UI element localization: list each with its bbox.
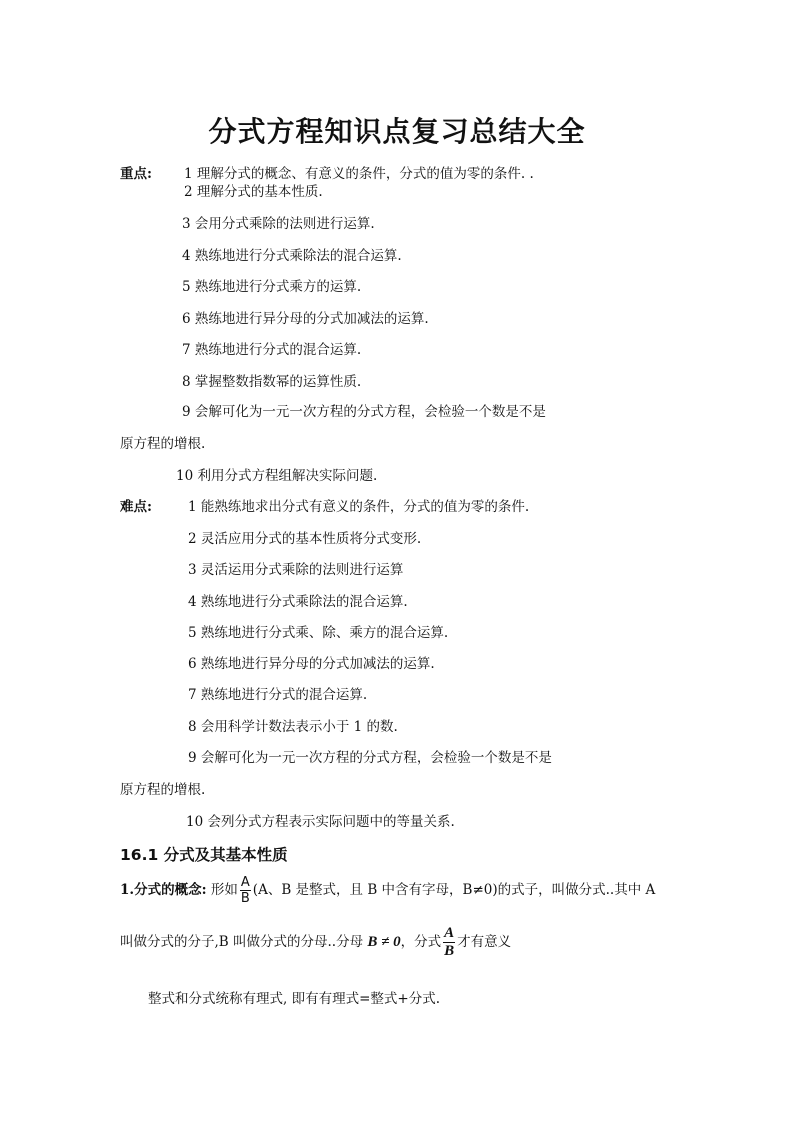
condition-math: B ≠ 0 — [367, 934, 401, 950]
difficulty-item: 原方程的增根. — [120, 782, 206, 798]
concept-post: (A、B 是整式，且 B 中含有字母，B≠0)的式子，叫做分式..其中 A — [252, 882, 656, 898]
fraction-denominator: B — [444, 943, 455, 959]
line2-post: 才有意义 — [457, 934, 512, 950]
difficulty-item: 5 熟练地进行分式乘、除、乘方的混合运算. — [188, 625, 449, 641]
difficulty-item: 2 灵活应用分式的基本性质将分式变形. — [188, 531, 422, 547]
key-points-label: 重点: — [120, 166, 152, 182]
difficulties-label: 难点: — [120, 499, 152, 515]
difficulty-item: 8 会用科学计数法表示小于 1 的数. — [188, 719, 398, 735]
key-point-item: 3 会用分式乘除的法则进行运算. — [182, 216, 375, 232]
fraction-a-over-b-italic — [443, 926, 455, 959]
key-point-item: 4 熟练地进行分式乘除法的混合运算. — [182, 248, 402, 264]
difficulty-item: 7 熟练地进行分式的混合运算. — [188, 687, 368, 703]
key-point-item: 2 理解分式的基本性质. — [184, 184, 323, 200]
concept-line — [120, 876, 655, 905]
fraction-denominator: B — [240, 891, 250, 906]
key-point-item: 1 理解分式的概念、有意义的条件，分式的值为零的条件. . — [184, 166, 534, 182]
key-point-item: 9 会解可化为一元一次方程的分式方程，会检验一个数是不是 — [182, 404, 546, 420]
difficulty-item: 3 灵活运用分式乘除的法则进行运算 — [188, 562, 404, 578]
rational-expression-note: 整式和分式统称有理式, 即有有理式=整式+分式. — [148, 991, 440, 1007]
concept-pre: 形如 — [206, 882, 238, 898]
difficulty-item: 10 会列分式方程表示实际问题中的等量关系. — [186, 814, 455, 830]
fraction-a-over-b — [240, 876, 251, 905]
line2-mid: ，分式 — [400, 934, 442, 950]
line2-pre: 叫做分式的分子,B 叫做分式的分母..分母 — [120, 934, 364, 950]
difficulty-item: 1 能熟练地求出分式有意义的条件，分式的值为零的条件. — [188, 499, 530, 515]
key-point-item: 7 熟练地进行分式的混合运算. — [182, 342, 362, 358]
fraction-numerator: A — [444, 925, 455, 941]
difficulty-item: 6 熟练地进行异分母的分式加减法的运算. — [188, 656, 435, 672]
page-title: 分式方程知识点复习总结大全 — [208, 115, 586, 148]
concept-line-2 — [120, 926, 511, 959]
key-point-item: 原方程的增根. — [120, 436, 206, 452]
key-point-item: 10 利用分式方程组解决实际问题. — [176, 468, 378, 484]
fraction-numerator: A — [240, 875, 250, 890]
difficulty-item: 4 熟练地进行分式乘除法的混合运算. — [188, 594, 408, 610]
key-point-item: 6 熟练地进行异分母的分式加减法的运算. — [182, 311, 429, 327]
key-point-item: 8 掌握整数指数幂的运算性质. — [182, 374, 362, 390]
concept-label: 1.分式的概念: — [120, 882, 207, 898]
difficulty-item: 9 会解可化为一元一次方程的分式方程，会检验一个数是不是 — [188, 750, 552, 766]
key-point-item: 5 熟练地进行分式乘方的运算. — [182, 279, 362, 295]
section-heading: 16.1 分式及其基本性质 — [120, 846, 288, 864]
